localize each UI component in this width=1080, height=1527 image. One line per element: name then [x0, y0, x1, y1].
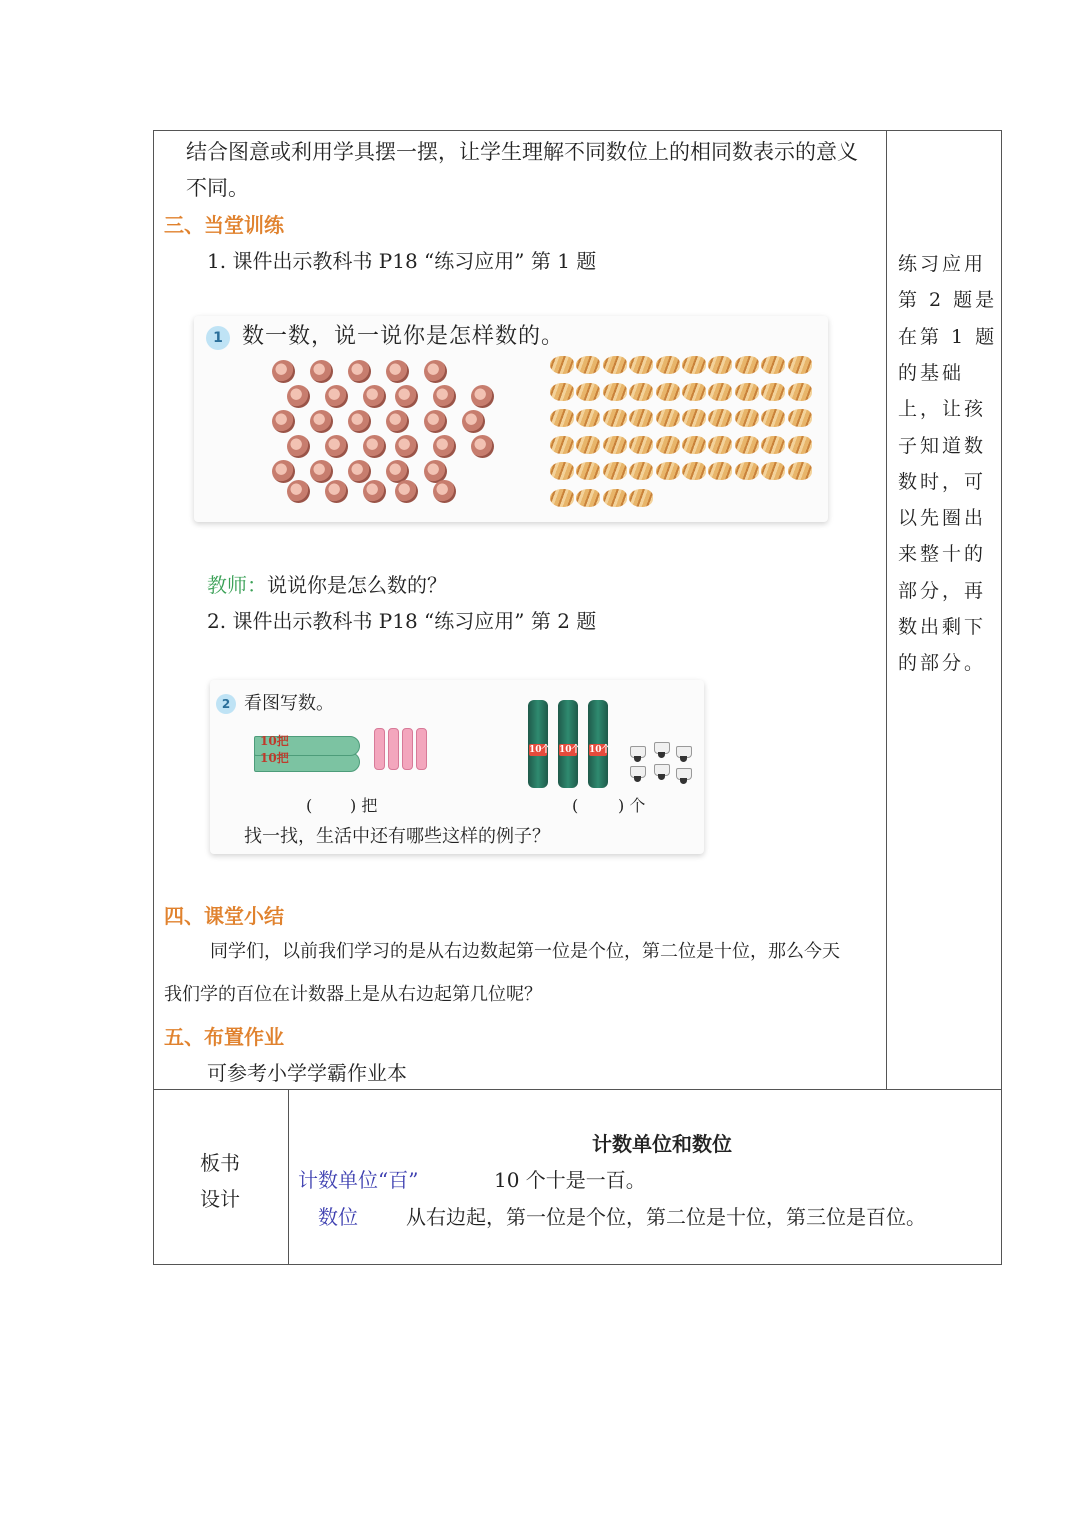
exercise-2-number-badge: 2 [216, 694, 236, 714]
place-value-label: 数位 [318, 1205, 358, 1229]
spiral-shell-group [550, 356, 820, 516]
round-shell-icon [348, 460, 371, 483]
shuttlecock-icon [654, 742, 668, 758]
tube-label-text: 10个 [589, 745, 611, 755]
shuttlecock-icon [654, 764, 668, 780]
spiral-shell-icon [761, 462, 785, 480]
tube-label-text: 10个 [529, 745, 551, 755]
teacher-text: 说说你是怎么数的？ [267, 573, 447, 597]
exercise-2-panel [210, 680, 704, 854]
spiral-shell-icon [656, 356, 680, 374]
round-shell-icon [325, 385, 348, 408]
shuttlecock-icon [676, 768, 690, 784]
spiral-shell-icon [735, 462, 759, 480]
round-shell-icon [287, 385, 310, 408]
answer-blank-1-open: ( [306, 796, 313, 815]
spiral-shell-icon [788, 409, 812, 427]
comb-icon [388, 728, 399, 770]
spiral-shell-icon [603, 409, 627, 427]
round-shell-icon [325, 480, 348, 503]
spiral-shell-icon [708, 436, 732, 454]
round-shell-icon [348, 360, 371, 383]
spiral-shell-icon [629, 462, 653, 480]
section-3-heading: 三、当堂训练 [164, 213, 284, 237]
spiral-shell-icon [550, 409, 574, 427]
round-shell-icon [462, 410, 485, 433]
spiral-shell-icon [576, 383, 600, 401]
board-title: 计数单位和数位 [592, 1132, 732, 1156]
exercise-1-title: 数一数，说一说你是怎样数的。 [242, 324, 565, 349]
spiral-shell-icon [682, 462, 706, 480]
round-shell-icon [471, 385, 494, 408]
teaching-note-line: 的部分。 [898, 652, 987, 675]
round-shell-icon [424, 410, 447, 433]
book-label-top: 10把 [260, 734, 289, 748]
spiral-shell-icon [682, 409, 706, 427]
spiral-shell-icon [682, 436, 706, 454]
round-shell-icon [395, 435, 418, 458]
round-shell-icon [471, 435, 494, 458]
teaching-note-line: 以先圈出 [898, 507, 987, 530]
table-top-border [153, 130, 1002, 131]
spiral-shell-icon [576, 436, 600, 454]
round-shell-icon [433, 435, 456, 458]
counting-unit-label: 计数单位“百” [298, 1168, 419, 1192]
spiral-shell-icon [629, 409, 653, 427]
answer-blank-2-close: ) 个 [618, 796, 646, 815]
spiral-shell-icon [603, 356, 627, 374]
spiral-shell-icon [682, 383, 706, 401]
spiral-shell-icon [788, 383, 812, 401]
spiral-shell-icon [708, 356, 732, 374]
homework-text: 可参考小学学霸作业本 [207, 1061, 407, 1085]
summary-line-2: 我们学的百位在计数器上是从右边起第几位呢？ [164, 984, 542, 1005]
round-shell-icon [287, 480, 310, 503]
teaching-note-line: 的基础 [898, 361, 965, 384]
round-shell-icon [272, 410, 295, 433]
spiral-shell-icon [603, 383, 627, 401]
shuttlecock-icon [676, 746, 690, 762]
exercise-item-2: 2. 课件出示教科书 P18 “练习应用” 第 2 题 [207, 609, 597, 633]
spiral-shell-icon [629, 356, 653, 374]
spiral-shell-icon [550, 462, 574, 480]
round-shell-icon [424, 360, 447, 383]
teaching-note-line: 练习应用 [898, 253, 987, 275]
spiral-shell-icon [603, 436, 627, 454]
spiral-shell-icon [735, 409, 759, 427]
spiral-shell-icon [708, 383, 732, 401]
round-shell-icon [272, 460, 295, 483]
teacher-prompt [207, 571, 447, 599]
teaching-note-line: 来整十的 [898, 543, 987, 566]
spiral-shell-icon [550, 489, 574, 507]
board-label-divider [288, 1089, 289, 1265]
spiral-shell-icon [550, 436, 574, 454]
teaching-note-line: 数时，可 [898, 470, 987, 493]
tube-label-text: 10个 [559, 745, 581, 755]
spiral-shell-icon [761, 409, 785, 427]
round-shell-icon [395, 480, 418, 503]
round-shell-icon [348, 410, 371, 433]
round-shell-icon [386, 410, 409, 433]
board-label-2: 设计 [200, 1187, 240, 1211]
summary-line-1: 同学们，以前我们学习的是从右边数起第一位是个位，第二位是十位，那么今天 [210, 941, 840, 962]
spiral-shell-icon [788, 462, 812, 480]
section-4-heading: 四、课堂小结 [164, 904, 284, 928]
round-shell-icon [363, 480, 386, 503]
spiral-shell-icon [576, 356, 600, 374]
comb-icon [416, 728, 427, 770]
round-shell-icon [310, 460, 333, 483]
spiral-shell-icon [656, 436, 680, 454]
spiral-shell-icon [629, 489, 653, 507]
teaching-note-line: 在第 1 题 [898, 325, 998, 348]
shuttlecock-icon [630, 746, 644, 762]
comb-icon [402, 728, 413, 770]
spiral-shell-icon [576, 462, 600, 480]
comb-icon [374, 728, 385, 770]
teaching-note-line: 子知道数 [898, 434, 987, 457]
exercise-2-title: 看图写数。 [244, 693, 334, 714]
spiral-shell-icon [708, 409, 732, 427]
table-right-border [1001, 130, 1002, 1265]
counting-unit-text: 10 个十是一百。 [494, 1168, 646, 1192]
spiral-shell-icon [656, 383, 680, 401]
table-left-border [153, 130, 154, 1265]
round-shell-icon [386, 360, 409, 383]
spiral-shell-icon [682, 356, 706, 374]
intro-line-2: 不同。 [186, 176, 249, 200]
answer-blank-1-close: ) 把 [350, 796, 378, 815]
round-shell-icon [433, 385, 456, 408]
teacher-label: 教师： [207, 573, 267, 597]
round-shell-icon [272, 360, 295, 383]
round-shell-icon [395, 385, 418, 408]
round-shell-icon [433, 480, 456, 503]
spiral-shell-icon [656, 462, 680, 480]
round-shell-icon [287, 435, 310, 458]
round-shell-icon [363, 385, 386, 408]
intro-line-1: 结合图意或利用学具摆一摆，让学生理解不同数位上的相同数表示的意义 [186, 140, 858, 164]
round-shell-icon [310, 410, 333, 433]
teaching-note-line: 部分，再 [898, 579, 987, 602]
spiral-shell-icon [629, 383, 653, 401]
spiral-shell-icon [629, 436, 653, 454]
spiral-shell-icon [761, 356, 785, 374]
round-shell-icon [310, 360, 333, 383]
spiral-shell-icon [735, 436, 759, 454]
round-shell-icon [325, 435, 348, 458]
spiral-shell-icon [576, 489, 600, 507]
answer-blank-2-open: ( [572, 796, 579, 815]
round-shell-icon [363, 435, 386, 458]
teaching-note-line: 数出剩下 [898, 616, 987, 638]
exercise-item-1: 1. 课件出示教科书 P18 “练习应用” 第 1 题 [207, 249, 597, 273]
place-value-text: 从右边起，第一位是个位，第二位是十位，第三位是百位。 [406, 1205, 926, 1229]
spiral-shell-icon [735, 356, 759, 374]
teaching-note-line: 第 2 题是 [898, 289, 998, 312]
exercise-1-panel [194, 316, 828, 522]
spiral-shell-icon [761, 383, 785, 401]
spiral-shell-icon [550, 356, 574, 374]
spiral-shell-icon [550, 383, 574, 401]
round-shell-group [252, 360, 492, 510]
spiral-shell-icon [788, 356, 812, 374]
table-middle-border [153, 1089, 1002, 1090]
spiral-shell-icon [761, 436, 785, 454]
teaching-note-line: 上，让孩 [898, 398, 987, 421]
spiral-shell-icon [735, 383, 759, 401]
notes-column-divider [886, 130, 887, 1090]
section-5-heading: 五、布置作业 [164, 1025, 284, 1049]
spiral-shell-icon [603, 462, 627, 480]
spiral-shell-icon [788, 436, 812, 454]
exercise-2-question: 找一找，生活中还有哪些这样的例子？ [244, 826, 550, 847]
exercise-1-number-badge: 1 [206, 326, 230, 350]
table-bottom-border [153, 1264, 1002, 1265]
spiral-shell-icon [708, 462, 732, 480]
book-label-bottom: 10把 [260, 751, 289, 765]
spiral-shell-icon [576, 409, 600, 427]
spiral-shell-icon [656, 409, 680, 427]
board-label-1: 板书 [200, 1151, 240, 1175]
spiral-shell-icon [603, 489, 627, 507]
shuttlecock-icon [630, 766, 644, 782]
